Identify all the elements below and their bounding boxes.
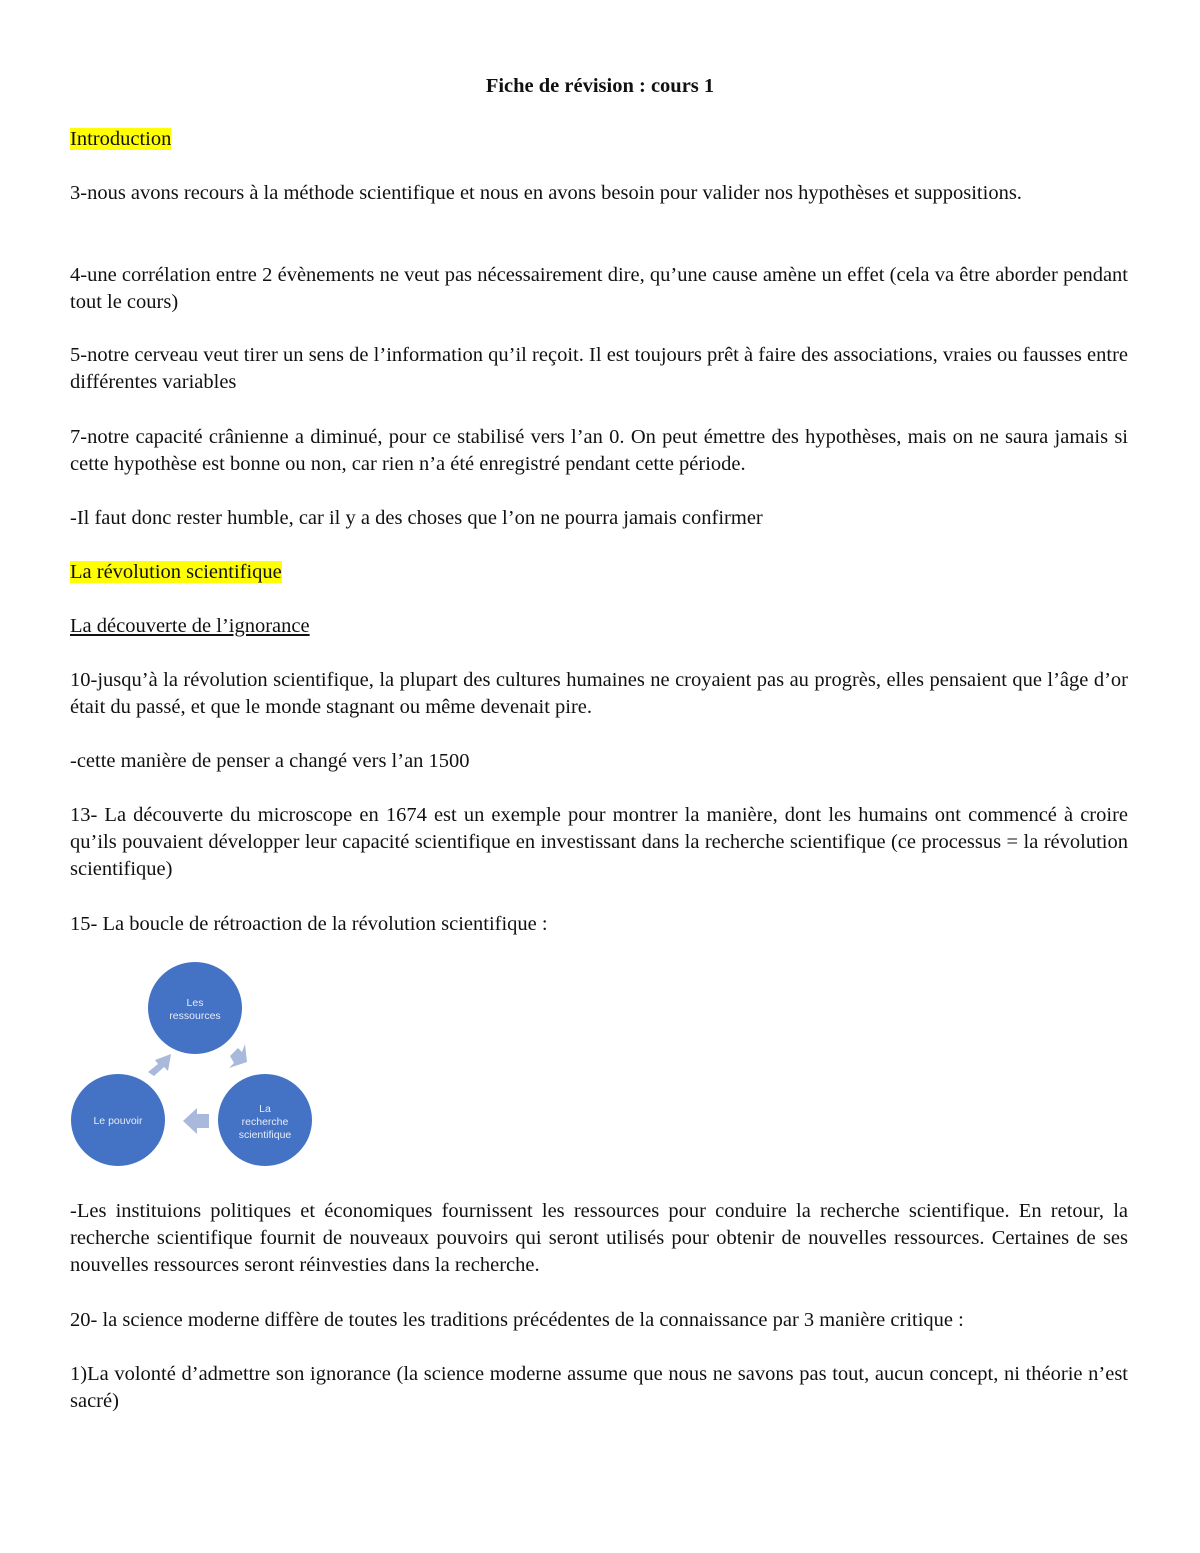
- feedback-cycle-diagram: [60, 955, 330, 1175]
- paragraph-4: 4-une corrélation entre 2 évènements ne veut pas nécessairement dire, qu’une cause amène un effet (cela va être aborder pendant tout le cours): [70, 264, 1128, 313]
- arrow-ressources-to-recherche-icon: [229, 1044, 247, 1068]
- document-title: Fiche de révision : cours 1: [485, 75, 715, 97]
- paragraph-1500: -cette manière de penser a changé vers l’an 1500: [70, 750, 470, 772]
- paragraph-15: 15- La boucle de rétroaction de la révolution scientifique :: [70, 913, 548, 935]
- node-recherche: [218, 1074, 312, 1166]
- paragraph-3: 3-nous avons recours à la méthode scientifique et nous en avons besoin pour valider nos hypothèses et suppositions.: [70, 182, 1022, 204]
- paragraph-volonte: 1)La volonté d’admettre son ignorance (la science moderne assume que nous ne savons pas tout, aucun concept, ni théorie n’est sacré): [70, 1363, 1128, 1412]
- node-recherche-line3: scientifique: [238, 1129, 292, 1141]
- section-heading-introduction: Introduction: [70, 128, 172, 150]
- node-ressources: [148, 962, 242, 1054]
- paragraph-5: 5-notre cerveau veut tirer un sens de l’information qu’il reçoit. Il est toujours prêt à faire des associations, vraies ou fausses entre différentes variables: [70, 344, 1128, 393]
- node-ressources-line1: Les: [186, 997, 204, 1009]
- node-ressources-line2: ressources: [169, 1010, 221, 1022]
- arrow-recherche-to-pouvoir-icon: [183, 1108, 209, 1134]
- paragraph-13: 13- La découverte du microscope en 1674 est un exemple pour montrer la manière, dont les humains ont commencé à croire qu’ils pouvaient développer leur capacité scientifique en investissant dans la recherche scientifique (ce processus = la révolution scientifique): [70, 804, 1128, 880]
- node-recherche-line1: La: [259, 1103, 271, 1115]
- node-pouvoir-line1: Le pouvoir: [93, 1115, 143, 1127]
- paragraph-institutions: -Les instituions politiques et économiques fournissent les ressources pour conduire la recherche scientifique. En retour, la recherche scientifique fournit de nouveaux pouvoirs qui seront utilisés pour obtenir de nouvelles ressources. Certaines de ses nouvelles ressources seront réinvesties dans la recherche.: [70, 1200, 1128, 1276]
- paragraph-humble: -Il faut donc rester humble, car il y a des choses que l’on ne pourra jamais confirmer: [70, 507, 763, 529]
- paragraph-10: 10-jusqu’à la révolution scientifique, la plupart des cultures humaines ne croyaient pas au progrès, elles pensaient que l’âge d’or était du passé, et que le monde stagnant ou même devenait pire.: [70, 669, 1128, 718]
- node-pouvoir: [71, 1074, 165, 1166]
- section-heading-revolution: La révolution scientifique: [70, 561, 282, 583]
- subheading-ignorance: La découverte de l’ignorance: [70, 615, 310, 637]
- node-recherche-line2: recherche: [241, 1116, 289, 1128]
- paragraph-7: 7-notre capacité crânienne a diminué, pour ce stabilisé vers l’an 0. On peut émettre des hypothèses, mais on ne saura jamais si cette hypothèse est bonne ou non, car rien n’a été enregistré pendant cette période.: [70, 426, 1128, 475]
- paragraph-20: 20- la science moderne diffère de toutes les traditions précédentes de la connaissance par 3 manière critique :: [70, 1309, 964, 1331]
- arrow-pouvoir-to-ressources-icon: [148, 1054, 171, 1076]
